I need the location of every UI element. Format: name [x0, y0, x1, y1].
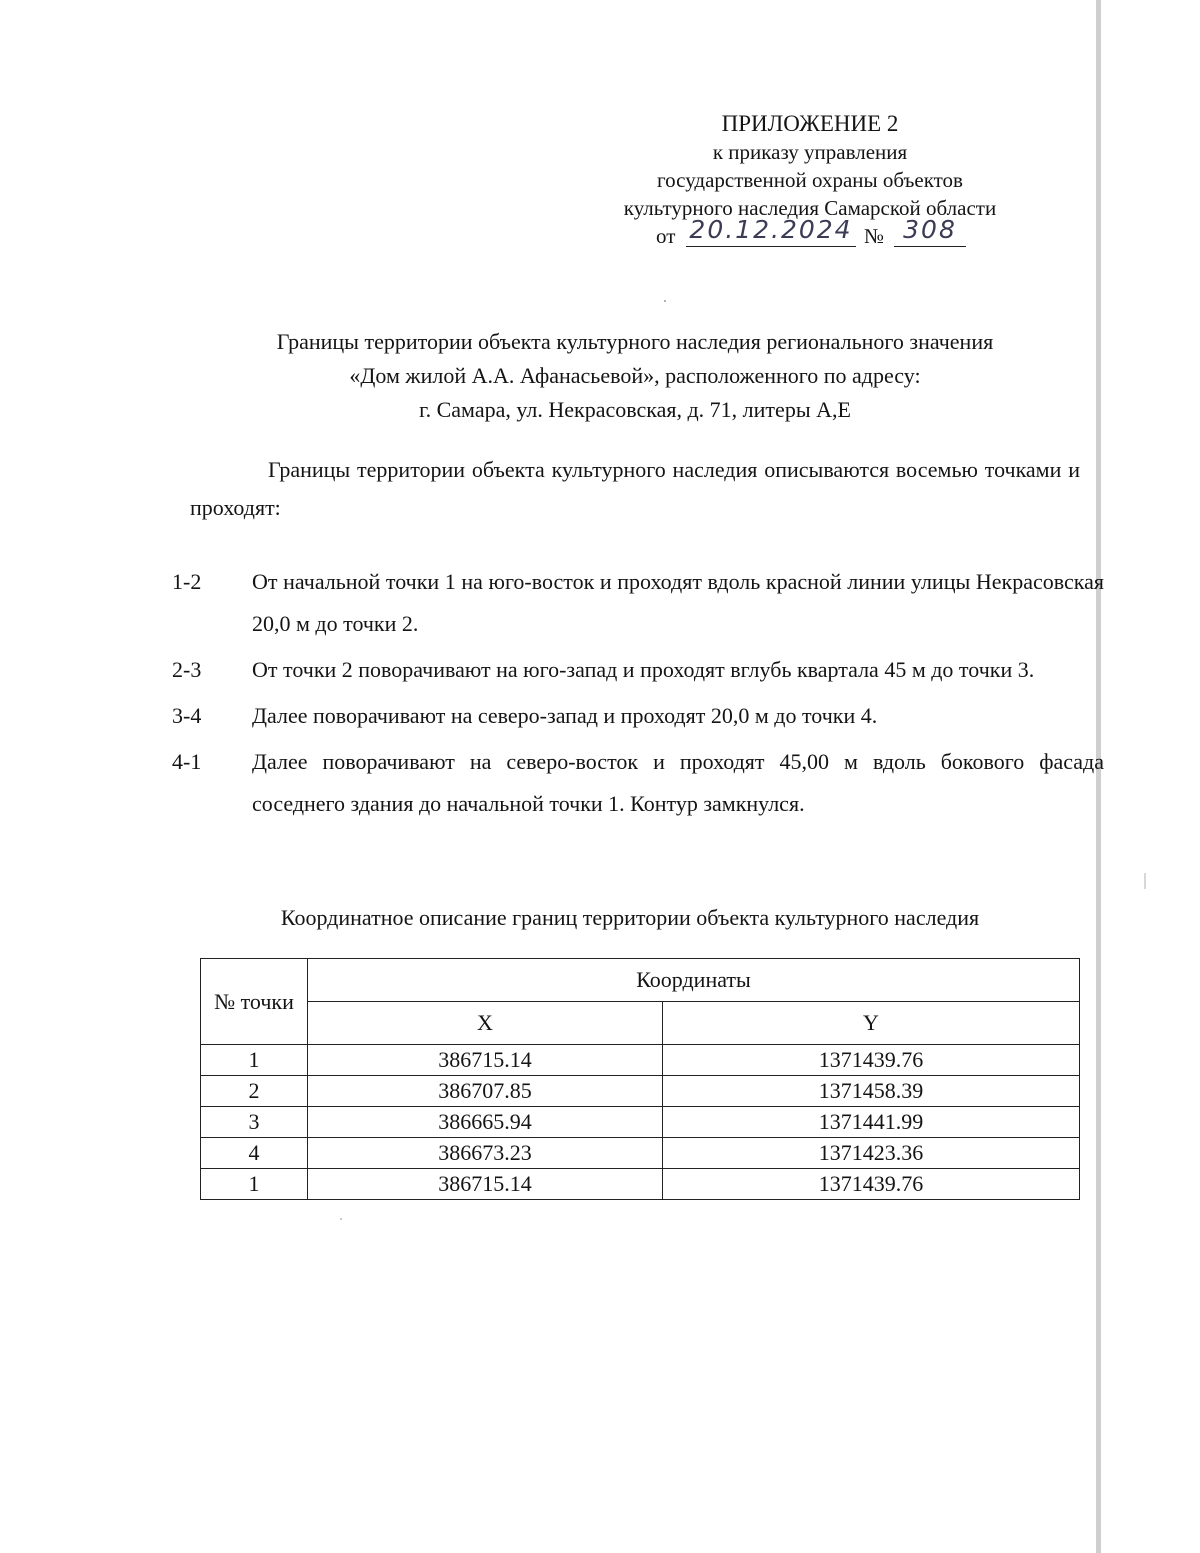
date-field: [686, 216, 856, 247]
approval-line: к приказу управления: [712, 140, 908, 164]
header-point: № точки: [201, 959, 308, 1045]
approval-block: [560, 110, 1060, 256]
segment-item: [172, 695, 1104, 737]
date-prefix: от: [656, 224, 676, 248]
boundary-segments: [172, 561, 1104, 829]
segment-item: [172, 649, 1104, 691]
cell-y: 1371439.76: [663, 1169, 1080, 1200]
cell-point: 1: [201, 1169, 308, 1200]
segment-item: [172, 741, 1104, 825]
cell-x: 386673.23: [308, 1138, 663, 1169]
cell-x: 386715.14: [308, 1045, 663, 1076]
appendix-title: ПРИЛОЖЕНИЕ 2: [721, 111, 899, 136]
approval-line: культурного наследия Самарской области: [623, 196, 997, 220]
scan-speck: [340, 1218, 342, 1220]
coordinates-table: [200, 958, 1080, 1200]
segment-code: 4-1: [172, 749, 202, 774]
scan-mark: [1144, 873, 1146, 889]
header-x: X: [308, 1002, 663, 1045]
header-coordinates: Координаты: [308, 959, 1080, 1002]
cell-y: 1371423.36: [663, 1138, 1080, 1169]
cell-point: 4: [201, 1138, 308, 1169]
table-header-row: [201, 959, 1080, 1002]
segment-code: 2-3: [172, 657, 202, 682]
table-row: [201, 1045, 1080, 1076]
table-row: [201, 1169, 1080, 1200]
cell-x: 386715.14: [308, 1169, 663, 1200]
cell-point: 3: [201, 1107, 308, 1138]
cell-point: 1: [201, 1045, 308, 1076]
heading-line: «Дом жилой А.А. Афанасьевой», расположенного по адресу:: [349, 363, 921, 388]
cell-y: 1371458.39: [663, 1076, 1080, 1107]
cell-y: 1371441.99: [663, 1107, 1080, 1138]
table-row: [201, 1107, 1080, 1138]
table-row: [201, 1138, 1080, 1169]
table-row: [201, 1076, 1080, 1107]
segment-item: [172, 561, 1104, 645]
segment-text: Далее поворачивают на северо-запад и проходят 20,0 м до точки 4.: [252, 703, 878, 728]
handwritten-number: 308: [903, 215, 957, 244]
document-heading: [180, 325, 1090, 427]
cell-x: 386707.85: [308, 1076, 663, 1107]
header-y: Y: [663, 1002, 1080, 1045]
heading-line: Границы территории объекта культурного наследия регионального значения: [276, 329, 994, 354]
number-prefix: №: [864, 224, 885, 248]
cell-x: 386665.94: [308, 1107, 663, 1138]
intro-paragraph: Границы территории объекта культурного наследия описываются восемью точками и проходят:: [190, 457, 1080, 520]
segment-text: От точки 2 поворачивают на юго-запад и проходят вглубь квартала 45 м до точки 3.: [252, 657, 1035, 682]
table-caption: Координатное описание границ территории объекта культурного наследия: [280, 905, 980, 930]
date-number-line: [560, 215, 1060, 256]
segment-text: От начальной точки 1 на юго-восток и проходят вдоль красной линии улицы Некрасовская 20,0 м до точки 2.: [252, 569, 1104, 636]
cell-point: 2: [201, 1076, 308, 1107]
approval-line: государственной охраны объектов: [657, 168, 963, 192]
heading-line: г. Самара, ул. Некрасовская, д. 71, литеры А,Е: [419, 397, 851, 422]
segment-code: 1-2: [172, 569, 202, 594]
handwritten-date: 20.12.2024: [689, 215, 853, 244]
segment-text: Далее поворачивают на северо-восток и проходят 45,00 м вдоль бокового фасада соседнего здания до начальной точки 1. Контур замкнулся.: [252, 749, 1104, 816]
segment-code: 3-4: [172, 703, 202, 728]
cell-y: 1371439.76: [663, 1045, 1080, 1076]
scan-speck: [664, 300, 666, 302]
table-header-row: [201, 1002, 1080, 1045]
number-field: [894, 216, 966, 247]
